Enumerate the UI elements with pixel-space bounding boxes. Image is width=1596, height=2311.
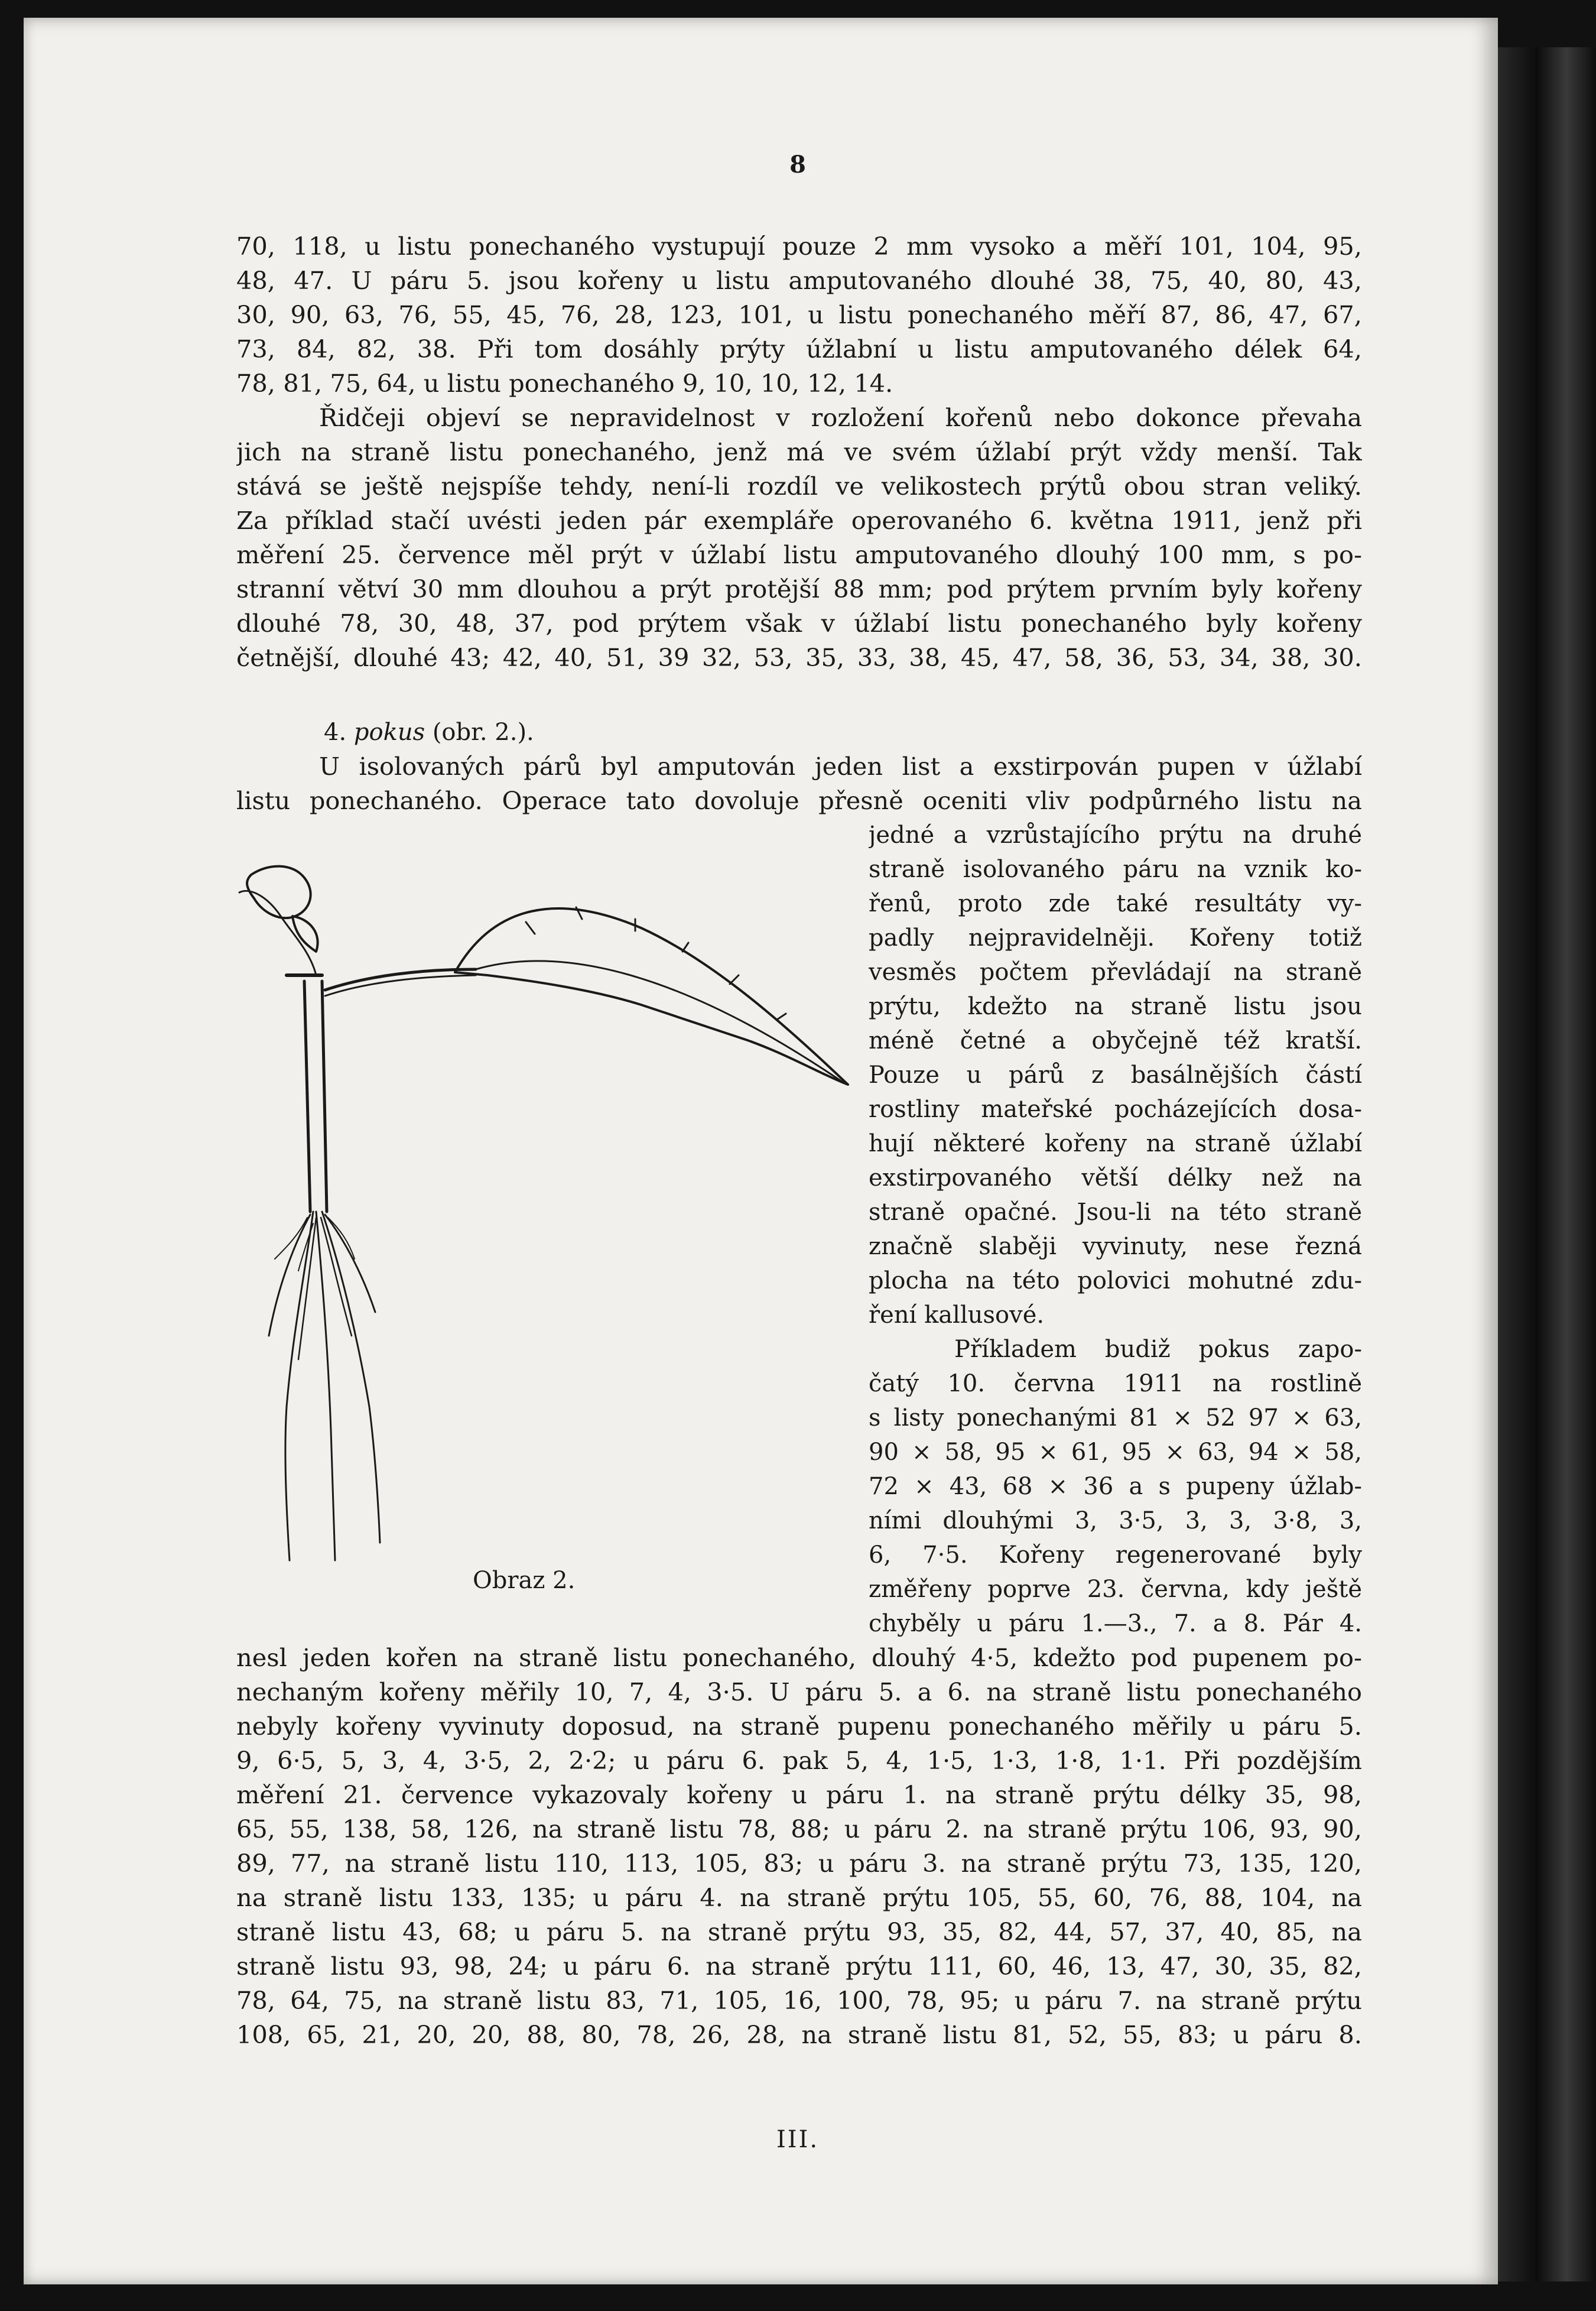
text-line: 30, 90, 63, 76, 55, 45, 76, 28, 123, 101, u listu ponechaného měří 87, 86, 47, 67, — [236, 300, 1362, 329]
page-edge-shadow — [1498, 47, 1596, 2281]
section-number: 4. — [324, 719, 347, 746]
text-line: 72 × 43, 68 × 36 a s pupeny úžlab- — [869, 1473, 1362, 1500]
text-line: U isolovaných párů byl amputován jeden list a exstirpován pupen v úžlabí — [319, 752, 1362, 781]
shoot-leaf-cluster — [247, 866, 311, 918]
text-line: straně listu 93, 98, 24; u páru 6. na straně prýtu 111, 60, 46, 13, 47, 30, 35, 82, — [236, 1952, 1362, 1981]
section-ref: (obr. 2.). — [432, 719, 534, 746]
text-line: ření kallusové. — [869, 1301, 1045, 1329]
text-line: 78, 64, 75, na straně listu 83, 71, 105, 16, 100, 78, 95; u páru 7. na straně prýtu — [236, 1986, 1362, 2015]
root — [322, 1212, 380, 1543]
text-line: stranní větví 30 mm dlouhou a prýt protější 88 mm; pod prýtem prvním byly kořeny — [236, 574, 1362, 603]
text-line: prýtu, kdežto na straně listu jsou — [869, 993, 1362, 1020]
printer-signature: III. — [776, 2126, 820, 2153]
text-line: padly nejpravidelněji. Kořeny totiž — [869, 924, 1362, 952]
text-line: Pouze u párů z basálnějších částí — [869, 1062, 1362, 1089]
text-line: ními dlouhými 3, 3·5, 3, 3, 3·8, 3, — [869, 1507, 1362, 1534]
text-line: jedné a vzrůstajícího prýtu na druhé — [869, 822, 1362, 849]
text-line: hují některé kořeny na straně úžlabí — [869, 1130, 1362, 1157]
text-line: 65, 55, 138, 58, 126, na straně listu 78, 88; u páru 2. na straně prýtu 106, 93, 90, — [236, 1815, 1362, 1843]
plant-illustration — [227, 863, 863, 1608]
text-line: Za příklad stačí uvésti jeden pár exempláře operovaného 6. května 1911, jenž při — [236, 506, 1362, 535]
text-line: 89, 77, na straně listu 110, 113, 105, 83; u páru 3. na straně prýtu 73, 135, 120, — [236, 1849, 1362, 1878]
text-line: listu ponechaného. Operace tato dovoluje přesně oceniti vliv podpůrného listu na — [236, 786, 1362, 815]
text-line: straně isolovaného páru na vznik ko- — [869, 856, 1362, 883]
section-title: pokus — [353, 719, 425, 746]
leaf-blade — [455, 908, 848, 1085]
text-line: nechaným kořeny měřily 10, 7, 4, 3·5. U páru 5. a 6. na straně listu ponechaného — [236, 1677, 1362, 1706]
page-number: 8 — [789, 151, 806, 178]
text-line: 90 × 58, 95 × 61, 95 × 63, 94 × 58, — [869, 1439, 1362, 1466]
text-line: rostliny mateřské pocházejících dosa- — [869, 1096, 1362, 1123]
text-line: straně listu 43, 68; u páru 5. na straně prýtu 93, 35, 82, 44, 57, 37, 40, 85, na — [236, 1917, 1362, 1946]
figure-caption: Obraz 2. — [473, 1567, 576, 1594]
text-line: Příkladem budiž pokus zapo- — [954, 1336, 1362, 1363]
leaf-serration — [526, 907, 786, 1020]
leaf-midrib — [476, 961, 842, 1082]
root — [285, 1212, 313, 1560]
text-line: jich na straně listu ponechaného, jenž má ve svém úžlabí prýt vždy menší. Tak — [236, 437, 1362, 466]
text-line: 78, 81, 75, 64, u listu ponechaného 9, 10, 10, 12, 14. — [236, 369, 893, 398]
stem-right-edge — [322, 981, 327, 1212]
text-line: značně slaběji vyvinuty, nese řezná — [869, 1233, 1362, 1260]
text-line: 48, 47. U páru 5. jsou kořeny u listu amputovaného dlouhé 38, 75, 40, 80, 43, — [236, 266, 1362, 295]
shoot-small-leaf — [292, 916, 318, 952]
leaf-petiole-edge — [325, 975, 476, 996]
text-line: méně četné a obyčejně též kratší. — [869, 1027, 1362, 1054]
text-line: plocha na této polovici mohutné zdu- — [869, 1267, 1362, 1294]
text-line: straně opačné. Jsou-li na této straně — [869, 1199, 1362, 1226]
text-line: 73, 84, 82, 38. Při tom dosáhly prýty úžlabní u listu amputovaného délek 64, — [236, 335, 1362, 363]
text-line: nebyly kořeny vyvinuty doposud, na straně pupenu ponechaného měřily u páru 5. — [236, 1712, 1362, 1741]
figure-plant-drawing — [227, 863, 863, 1608]
text-line: četnější, dlouhé 43; 42, 40, 51, 39 32, 53, 35, 33, 38, 45, 47, 58, 36, 53, 34, 38, 30. — [236, 643, 1362, 672]
section-heading — [324, 715, 619, 749]
shoot-stalk — [239, 891, 316, 975]
text-line: čatý 10. června 1911 na rostlině — [869, 1370, 1362, 1397]
text-line: stává se ještě nejspíše tehdy, není-li rozdíl ve velikostech prýtů obou stran veliký. — [236, 472, 1362, 501]
text-line: nesl jeden kořen na straně listu ponechaného, dlouhý 4·5, kdežto pod pupenem po- — [236, 1643, 1362, 1672]
text-line: exstirpovaného větší délky než na — [869, 1164, 1362, 1192]
text-line: 108, 65, 21, 20, 20, 88, 80, 78, 26, 28, na straně listu 81, 52, 55, 83; u páru 8. — [236, 2020, 1362, 2049]
text-line: 70, 118, u listu ponechaného vystupují pouze 2 mm vysoko a měří 101, 104, 95, — [236, 232, 1362, 261]
stem-left-edge — [304, 981, 310, 1212]
text-line: měření 25. července měl prýt v úžlabí listu amputovaného dlouhý 100 mm, s po- — [236, 540, 1362, 569]
text-line: s listy ponechanými 81 × 52 97 × 63, — [869, 1404, 1362, 1432]
text-line: změřeny poprve 23. června, kdy ještě — [869, 1576, 1362, 1603]
text-line: 9, 6·5, 5, 3, 4, 3·5, 2, 2·2; u páru 6. pak 5, 4, 1·5, 1·3, 1·8, 1·1. Při pozdějším — [236, 1746, 1362, 1775]
text-line: 6, 7·5. Kořeny regenerované byly — [869, 1541, 1362, 1569]
text-line: na straně listu 133, 135; u páru 4. na straně prýtu 105, 55, 60, 76, 88, 104, na — [236, 1883, 1362, 1912]
text-line: Řidčeji objeví se nepravidelnost v rozložení kořenů nebo dokonce převaha — [319, 403, 1362, 432]
text-line: dlouhé 78, 30, 48, 37, pod prýtem však v úžlabí listu ponechaného byly kořeny — [236, 609, 1362, 638]
text-line: řenů, proto zde také resultáty vy- — [869, 890, 1362, 917]
text-line: měření 21. července vykazovaly kořeny u páru 1. na straně prýtu délky 35, 98, — [236, 1780, 1362, 1809]
text-line: vesměs počtem převládají na straně — [869, 959, 1362, 986]
text-line: chyběly u páru 1.—3., 7. a 8. Pár 4. — [869, 1610, 1362, 1637]
